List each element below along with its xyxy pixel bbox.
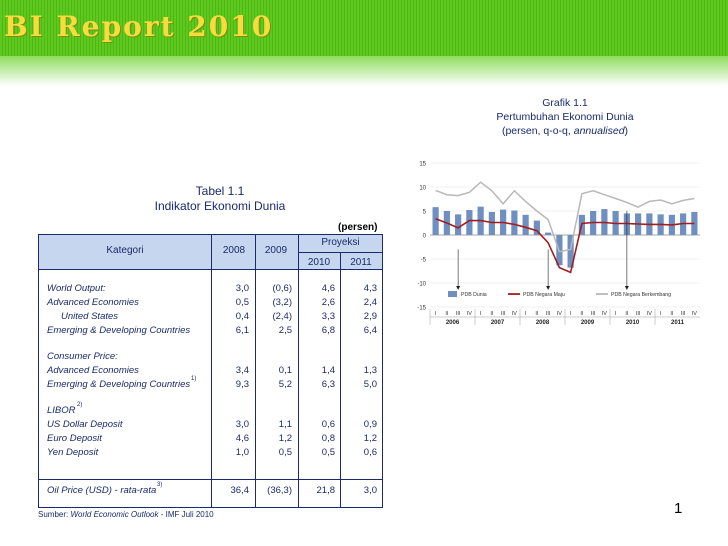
row-label: World Output: — [47, 283, 106, 294]
cell-2009: (2,4) — [272, 311, 292, 322]
cell-2008: 36,4 — [230, 485, 249, 496]
cell-2010: 21,8 — [316, 485, 335, 496]
cell-2010: 0,6 — [321, 419, 335, 430]
cell-2008: 0,4 — [235, 311, 249, 322]
cell-2010: 2,6 — [321, 297, 335, 308]
legend-label: PDB Negara Berkembang — [611, 292, 671, 299]
table-row — [39, 325, 382, 339]
annotation-arrow-head — [625, 286, 629, 290]
gdp-chart — [410, 155, 706, 335]
x-tick-label: III — [680, 311, 686, 317]
row-divider — [39, 479, 382, 480]
x-tick-label: IV — [601, 311, 607, 317]
annotation-arrow-head — [546, 286, 550, 290]
x-year-label: 2008 — [535, 320, 550, 326]
caption-sub-suffix: ) — [624, 125, 629, 137]
x-tick-label: II — [535, 311, 539, 317]
row-label: Yen Deposit — [47, 447, 99, 458]
cell-2008: 1,0 — [235, 447, 249, 458]
indicator-table — [38, 234, 383, 508]
cell-2008: 4,6 — [235, 433, 249, 444]
slide-title: BI Report 2010 — [4, 10, 274, 43]
cell-2010: 0,5 — [321, 447, 335, 458]
x-year-label: 2006 — [445, 320, 460, 326]
x-tick-label: I — [524, 311, 527, 317]
table-row — [39, 311, 382, 325]
cell-2009: (36,3) — [267, 485, 292, 496]
table-caption — [120, 184, 320, 214]
bar-pdb-dunia — [455, 214, 461, 235]
x-tick-label: II — [490, 311, 494, 317]
x-tick-label: I — [434, 311, 437, 317]
chart-caption-subtitle — [470, 124, 660, 138]
table-row — [39, 433, 382, 447]
header-proyeksi: Proyeksi — [321, 237, 360, 248]
y-tick-label: -10 — [417, 281, 426, 288]
x-tick-label: III — [455, 311, 461, 317]
table-row — [39, 351, 382, 365]
header-2010: 2010 — [307, 257, 331, 268]
table-caption-title: Indikator Ekonomi Dunia — [154, 199, 286, 213]
y-tick-label: 5 — [422, 209, 426, 216]
cell-2008: 3,0 — [235, 419, 249, 430]
cell-2011: 0,9 — [363, 419, 377, 430]
bar-pdb-dunia — [545, 233, 551, 235]
header-2008: 2008 — [222, 245, 246, 256]
x-year-label: 2011 — [670, 320, 685, 326]
x-tick-label: I — [479, 311, 482, 317]
x-tick-label: I — [569, 311, 572, 317]
legend-label: PDB Dunia — [461, 292, 487, 299]
row-label: Euro Deposit — [47, 433, 102, 444]
cell-2011: 4,3 — [363, 283, 377, 294]
x-year-label: 2010 — [625, 320, 640, 326]
bar-pdb-dunia — [489, 212, 495, 235]
bar-pdb-dunia — [523, 215, 529, 235]
cell-2008: 9,3 — [235, 379, 249, 390]
cell-2011: 2,4 — [363, 297, 377, 308]
table-caption-number: Tabel 1.1 — [195, 184, 245, 198]
table-row — [39, 365, 382, 379]
cell-2010: 0,8 — [321, 433, 335, 444]
caption-sub-italic: annualised — [573, 125, 625, 137]
cell-2011: 3,0 — [363, 485, 377, 496]
cell-2011: 1,3 — [363, 365, 377, 376]
page-number: 1 — [674, 500, 683, 517]
header-kategori: Kategori — [106, 245, 144, 256]
x-tick-label: III — [545, 311, 551, 317]
bar-pdb-dunia — [433, 207, 439, 235]
x-year-label: 2009 — [580, 320, 595, 326]
table-row — [39, 447, 382, 461]
y-tick-label: 15 — [419, 161, 426, 168]
table-row — [39, 376, 382, 393]
table-source — [38, 510, 214, 519]
table-row — [39, 402, 382, 419]
source-title: World Economic Outlook — [70, 510, 159, 519]
x-tick-label: IV — [556, 311, 562, 317]
cell-2008: 3,4 — [235, 365, 249, 376]
chart-caption — [470, 96, 660, 138]
cell-2010: 6,3 — [321, 379, 335, 390]
row-label: Oil Price (USD) - rata-rata — [47, 485, 157, 496]
x-tick-label: I — [614, 311, 617, 317]
cell-2008: 3,0 — [235, 283, 249, 294]
x-tick-label: IV — [691, 311, 697, 317]
source-suffix: - IMF Juli 2010 — [158, 510, 214, 519]
x-tick-label: II — [625, 311, 629, 317]
x-tick-label: IV — [466, 311, 472, 317]
row-label: LIBOR — [47, 405, 76, 416]
chart-caption-title: Pertumbuhan Ekonomi Dunia — [496, 111, 634, 123]
y-tick-label: -15 — [417, 305, 426, 312]
row-label: Emerging & Developing Countries — [47, 325, 191, 336]
x-tick-label: II — [670, 311, 674, 317]
cell-2011: 0,6 — [363, 447, 377, 458]
cell-2009: 2,5 — [278, 325, 292, 336]
legend-swatch — [448, 291, 457, 297]
cell-2009: (3,2) — [272, 297, 292, 308]
row-label: United States — [61, 311, 119, 322]
table-row — [39, 482, 382, 499]
row-footnote: 3) — [157, 482, 163, 488]
header-2011: 2011 — [350, 257, 372, 268]
cell-2008: 6,1 — [235, 325, 249, 336]
cell-2010: 3,3 — [321, 311, 335, 322]
table-row — [39, 419, 382, 433]
caption-sub-prefix: (persen, q-o-q, — [501, 125, 574, 137]
row-label: Consumer Price: — [47, 351, 118, 362]
annotation-arrow-head — [456, 286, 460, 290]
line-pdb-negara-berkembang — [436, 182, 695, 252]
cell-2009: 0,1 — [278, 365, 292, 376]
row-label: US Dollar Deposit — [47, 419, 123, 430]
x-year-label: 2007 — [490, 320, 505, 326]
cell-2009: 1,2 — [278, 433, 292, 444]
source-prefix: Sumber: — [38, 510, 71, 519]
x-tick-label: II — [445, 311, 449, 317]
cell-2009: 1,1 — [278, 419, 292, 430]
cell-2010: 6,8 — [321, 325, 335, 336]
row-label: Emerging & Developing Countries — [47, 379, 191, 390]
table-unit: (persen) — [338, 222, 378, 233]
table-row — [39, 297, 382, 311]
cell-2011: 2,9 — [363, 311, 377, 322]
cell-2011: 1,2 — [363, 433, 377, 444]
x-tick-label: III — [635, 311, 641, 317]
y-tick-label: 10 — [419, 185, 426, 192]
x-tick-label: III — [590, 311, 596, 317]
x-tick-label: II — [580, 311, 584, 317]
x-tick-label: I — [659, 311, 662, 317]
cell-2011: 5,0 — [363, 379, 377, 390]
header-fade — [0, 56, 728, 86]
cell-2009: 5,2 — [278, 379, 292, 390]
cell-2009: (0,6) — [272, 283, 292, 294]
line-pdb-negara-maju — [436, 219, 695, 273]
chart-caption-number: Grafik 1.1 — [542, 97, 588, 109]
x-tick-label: III — [500, 311, 506, 317]
row-label: Advanced Economies — [47, 365, 139, 376]
legend-label: PDB Negara Maju — [523, 292, 565, 299]
row-footnote: 2) — [77, 402, 83, 408]
bar-pdb-dunia — [511, 211, 517, 235]
cell-2010: 4,6 — [321, 283, 335, 294]
cell-2009: 0,5 — [278, 447, 292, 458]
x-tick-label: IV — [646, 311, 652, 317]
cell-2011: 6,4 — [363, 325, 377, 336]
y-tick-label: -5 — [420, 257, 426, 264]
cell-2010: 1,4 — [321, 365, 335, 376]
header-2009: 2009 — [264, 245, 288, 256]
x-tick-label: IV — [511, 311, 517, 317]
row-footnote: 1) — [191, 376, 197, 382]
cell-2008: 0,5 — [235, 297, 249, 308]
table-row — [39, 283, 382, 297]
y-tick-label: 0 — [422, 233, 426, 240]
row-label: Advanced Economies — [47, 297, 139, 308]
